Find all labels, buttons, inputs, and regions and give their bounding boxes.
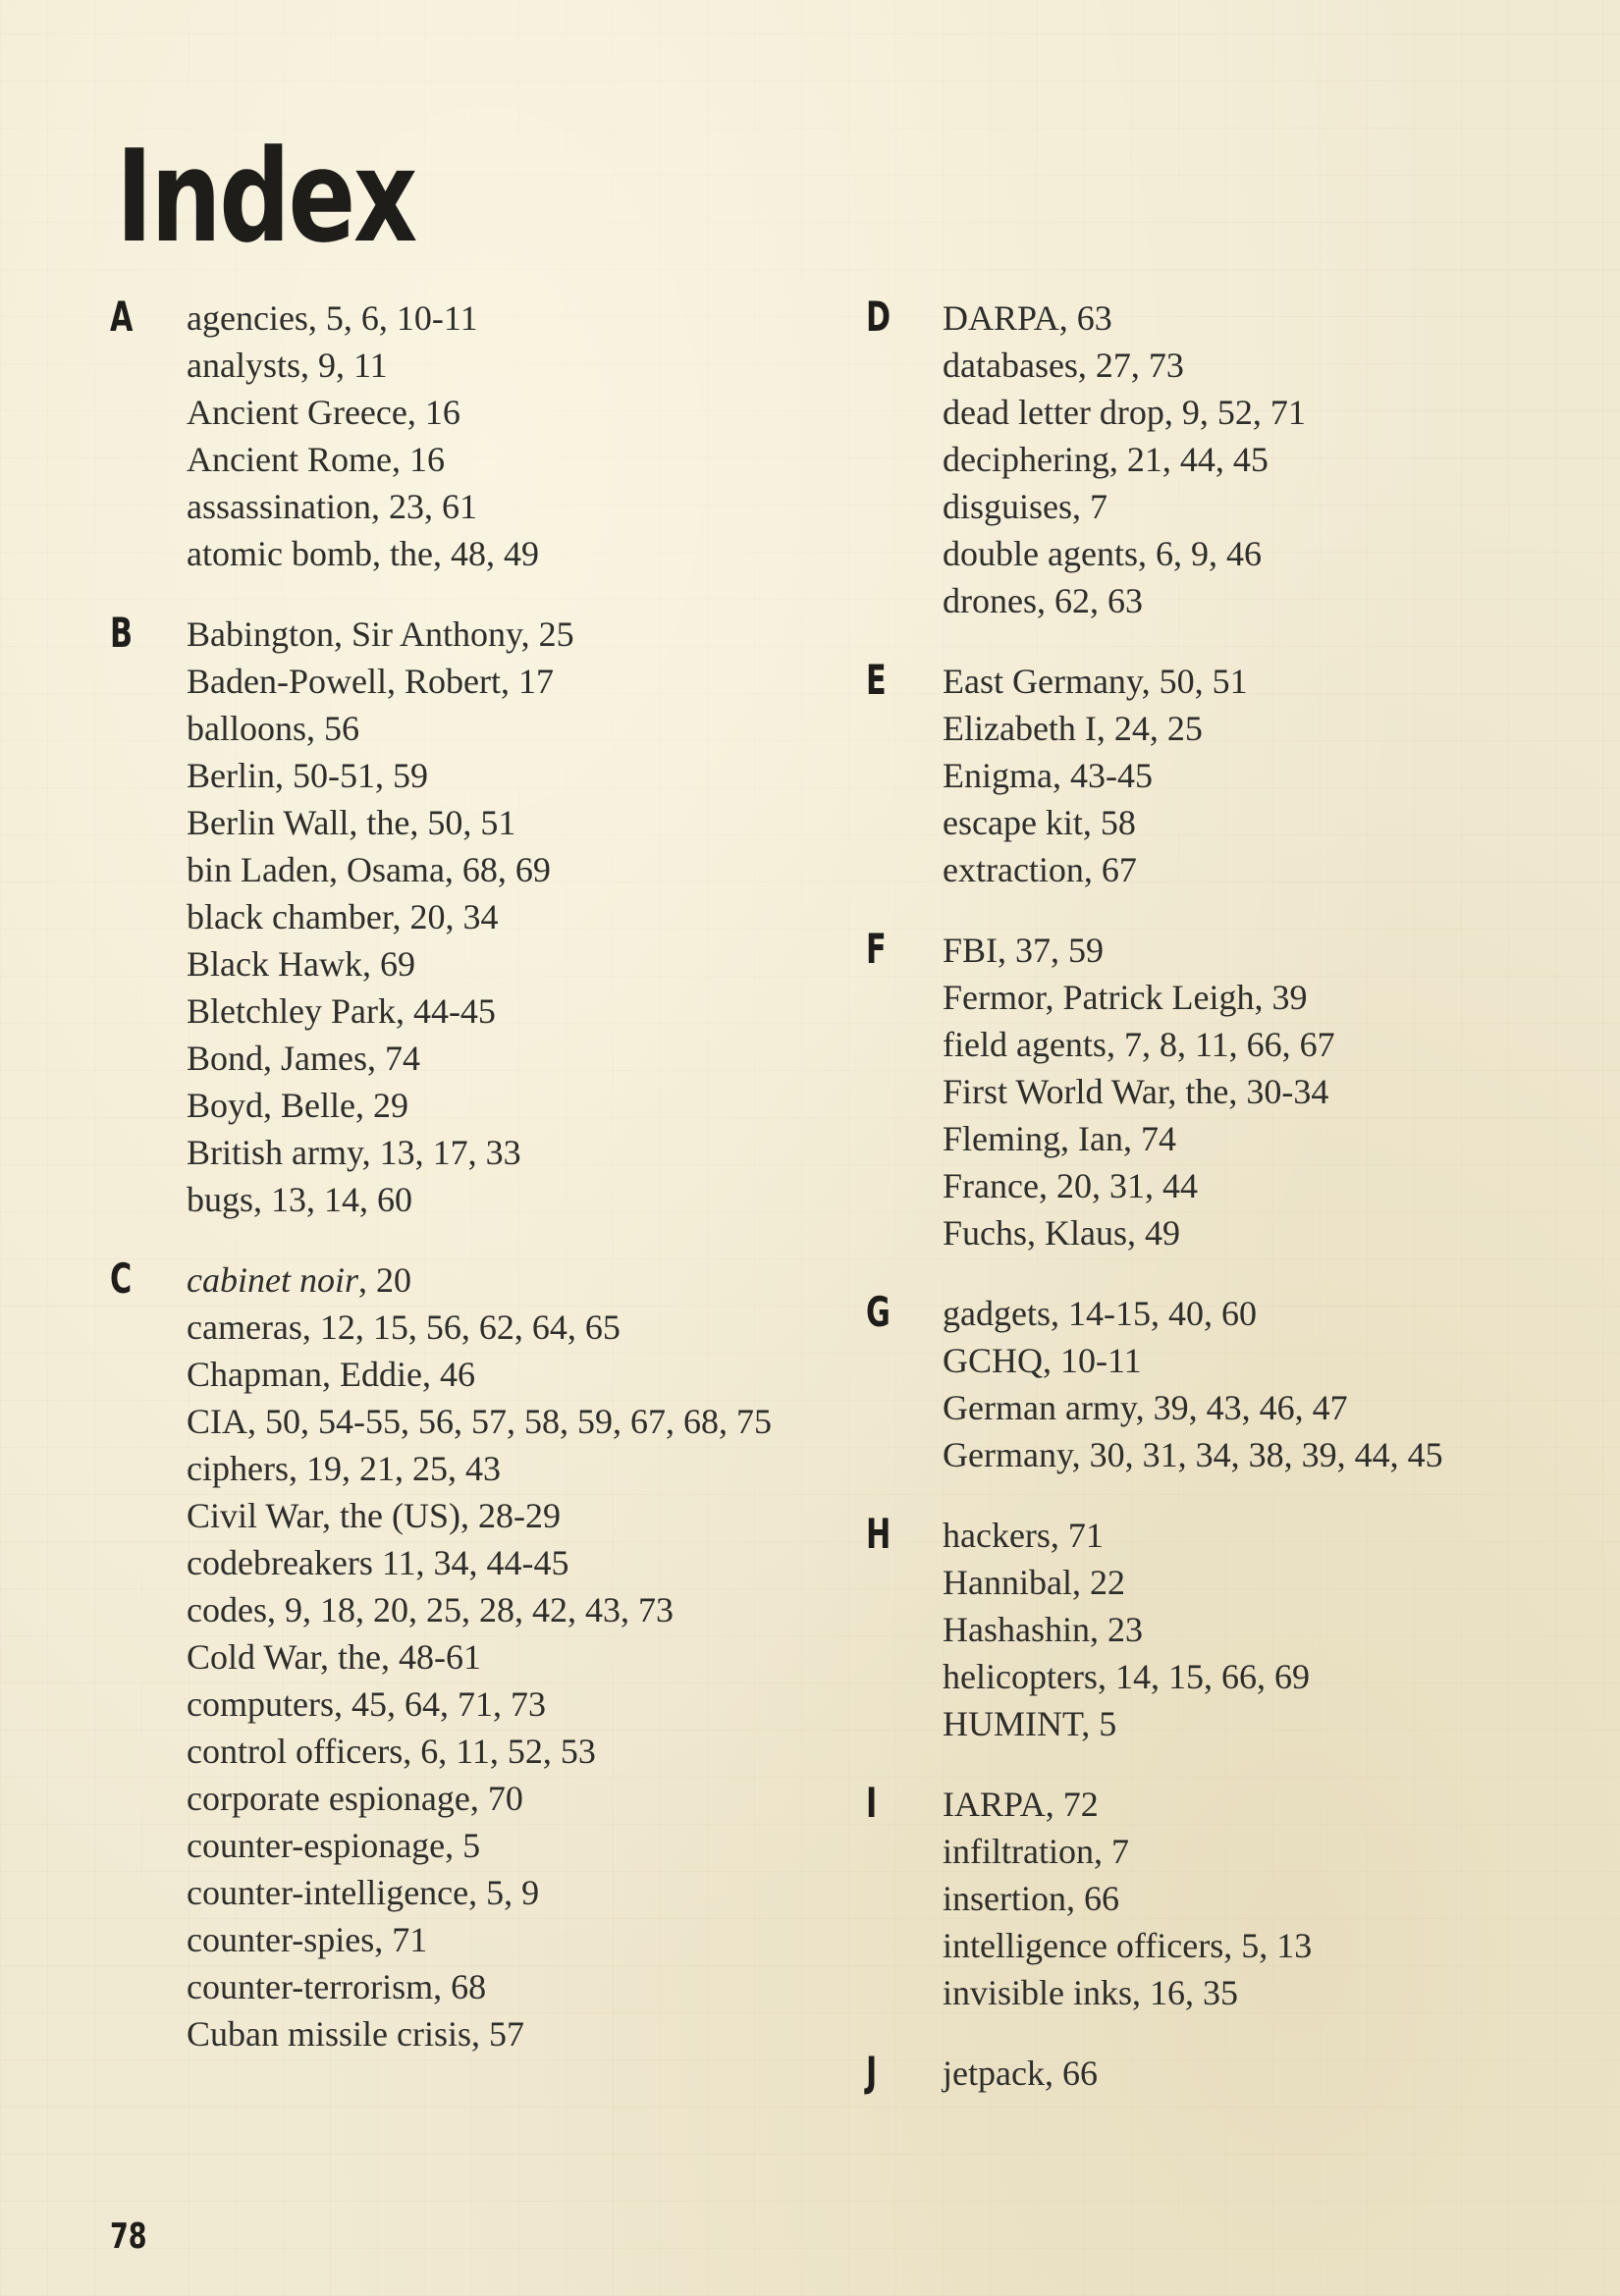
index-entry: First World War, the, 30-34 [943, 1072, 1329, 1111]
index-entry: extraction, 67 [943, 850, 1137, 889]
index-entry: Baden-Powell, Robert, 17 [187, 662, 554, 701]
index-entry: Boyd, Belle, 29 [187, 1086, 408, 1125]
index-entry: Civil War, the (US), 28-29 [187, 1496, 561, 1535]
index-entry: analysts, 9, 11 [187, 346, 388, 385]
index-entry: insertion, 66 [943, 1879, 1119, 1918]
index-entry: British army, 13, 17, 33 [187, 1133, 521, 1172]
index-entry: gadgets, 14-15, 40, 60 [943, 1294, 1257, 1333]
index-entry: corporate espionage, 70 [187, 1779, 523, 1818]
index-entry: Berlin Wall, the, 50, 51 [187, 803, 516, 842]
index-section-d [866, 294, 1553, 624]
index-entry: Bond, James, 74 [187, 1039, 420, 1078]
section-letter: A [110, 293, 134, 341]
index-entry: jetpack, 66 [943, 2054, 1098, 2093]
section-letter: H [866, 1510, 891, 1558]
index-entry: escape kit, 58 [943, 803, 1136, 842]
section-letter: B [110, 609, 134, 657]
entry-list [866, 1290, 1553, 1478]
page-title: Index [116, 122, 415, 272]
index-column-left [110, 294, 837, 2091]
entry-list [110, 294, 837, 577]
section-letter: I [866, 1779, 878, 1827]
index-entry: GCHQ, 10-11 [943, 1341, 1142, 1380]
index-entry: counter-intelligence, 5, 9 [187, 1873, 540, 1912]
index-entry: counter-spies, 71 [187, 1920, 428, 1959]
index-entry: computers, 45, 64, 71, 73 [187, 1684, 546, 1724]
index-entry: intelligence officers, 5, 13 [943, 1926, 1313, 1965]
index-entry-italic [187, 1256, 837, 1304]
entry-list [866, 1512, 1553, 1747]
index-entry: bugs, 13, 14, 60 [187, 1180, 413, 1219]
index-section-g [866, 1290, 1553, 1478]
index-entry: Black Hawk, 69 [187, 944, 415, 984]
index-entry: helicopters, 14, 15, 66, 69 [943, 1657, 1310, 1696]
entry-list [866, 294, 1553, 624]
index-entry: dead letter drop, 9, 52, 71 [943, 393, 1306, 432]
section-letter: E [866, 656, 887, 704]
italic-term: cabinet noir [187, 1260, 358, 1300]
index-entry: Bletchley Park, 44-45 [187, 991, 496, 1031]
index-entry: control officers, 6, 11, 52, 53 [187, 1732, 596, 1771]
index-entry: double agents, 6, 9, 46 [943, 534, 1262, 573]
section-letter: C [110, 1255, 133, 1303]
index-entry: FBI, 37, 59 [943, 931, 1105, 970]
entry-list [866, 1781, 1553, 2016]
index-entry: codebreakers 11, 34, 44-45 [187, 1543, 569, 1582]
index-entry: Babington, Sir Anthony, 25 [187, 614, 574, 654]
index-entry: Germany, 30, 31, 34, 38, 39, 44, 45 [943, 1435, 1443, 1474]
index-entry: Cuban missile crisis, 57 [187, 2014, 524, 2054]
index-entry: cameras, 12, 15, 56, 62, 64, 65 [187, 1308, 621, 1347]
index-section-i [866, 1781, 1553, 2016]
index-entry: bin Laden, Osama, 68, 69 [187, 850, 551, 889]
index-entry: hackers, 71 [943, 1516, 1104, 1555]
index-entry: Enigma, 43-45 [943, 756, 1153, 795]
index-section-a [110, 294, 837, 577]
section-letter: D [866, 293, 891, 341]
index-entry: Ancient Greece, 16 [187, 393, 460, 432]
entry-list [110, 611, 837, 1223]
index-entry: Elizabeth I, 24, 25 [943, 709, 1203, 748]
index-entry: CIA, 50, 54-55, 56, 57, 58, 59, 67, 68, 75 [187, 1402, 772, 1441]
index-entry: Fuchs, Klaus, 49 [943, 1213, 1180, 1253]
index-entry: Cold War, the, 48-61 [187, 1637, 481, 1677]
index-section-c [110, 1256, 837, 2057]
index-column-right [866, 294, 1553, 2130]
entry-list [110, 1256, 837, 2057]
index-section-j [866, 2050, 1553, 2097]
index-entry: Hannibal, 22 [943, 1563, 1125, 1602]
index-entry: IARPA, 72 [943, 1785, 1099, 1824]
index-entry: drones, 62, 63 [943, 581, 1143, 620]
index-entry: field agents, 7, 8, 11, 66, 67 [943, 1025, 1335, 1064]
index-entry: agencies, 5, 6, 10-11 [187, 298, 478, 338]
index-entry: deciphering, 21, 44, 45 [943, 440, 1269, 479]
index-entry: Fleming, Ian, 74 [943, 1119, 1176, 1158]
entry-list [866, 927, 1553, 1256]
index-entry: Chapman, Eddie, 46 [187, 1355, 475, 1394]
section-letter: F [866, 925, 887, 973]
index-entry: counter-terrorism, 68 [187, 1967, 487, 2006]
index-section-b [110, 611, 837, 1223]
index-entry: assassination, 23, 61 [187, 487, 477, 526]
index-entry: invisible inks, 16, 35 [943, 1973, 1239, 2012]
entry-list [866, 658, 1553, 893]
index-entry: infiltration, 7 [943, 1832, 1129, 1871]
index-entry: balloons, 56 [187, 709, 359, 748]
section-letter: G [866, 1288, 891, 1336]
entry-list [866, 2050, 1553, 2097]
index-section-f [866, 927, 1553, 1256]
index-entry: databases, 27, 73 [943, 346, 1184, 385]
index-entry: counter-espionage, 5 [187, 1826, 481, 1865]
index-entry: German army, 39, 43, 46, 47 [943, 1388, 1348, 1427]
index-entry: Ancient Rome, 16 [187, 440, 445, 479]
index-section-e [866, 658, 1553, 893]
index-entry: black chamber, 20, 34 [187, 897, 499, 936]
index-entry: East Germany, 50, 51 [943, 662, 1248, 701]
index-entry: atomic bomb, the, 48, 49 [187, 534, 539, 573]
index-entry: ciphers, 19, 21, 25, 43 [187, 1449, 501, 1488]
index-entry: Berlin, 50-51, 59 [187, 756, 428, 795]
index-entry: HUMINT, 5 [943, 1704, 1117, 1743]
page-number: 78 [110, 2216, 147, 2257]
section-letter: J [866, 2048, 878, 2096]
entry-pages: , 20 [357, 1260, 411, 1300]
index-entry: Fermor, Patrick Leigh, 39 [943, 978, 1308, 1017]
index-entry: codes, 9, 18, 20, 25, 28, 42, 43, 73 [187, 1590, 674, 1629]
index-entry: Hashashin, 23 [943, 1610, 1143, 1649]
index-entry: France, 20, 31, 44 [943, 1166, 1198, 1205]
index-entry: disguises, 7 [943, 487, 1108, 526]
index-entry: DARPA, 63 [943, 298, 1112, 338]
index-section-h [866, 1512, 1553, 1747]
